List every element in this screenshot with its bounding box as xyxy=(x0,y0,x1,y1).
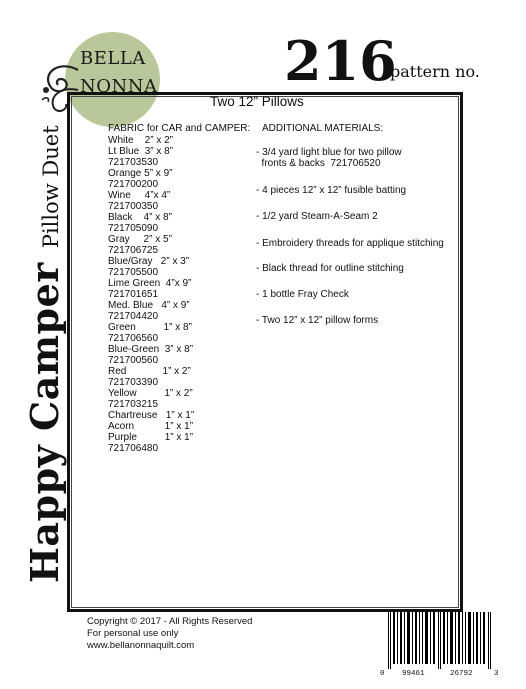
fabric-line: Blue-Green 3” x 8” xyxy=(108,344,194,355)
fabric-line: 721706560 xyxy=(108,333,159,344)
fabric-line: 721700200 xyxy=(108,179,159,190)
material-item: - Embroidery threads for applique stitching xyxy=(256,238,444,249)
personal-use-text: For personal use only xyxy=(87,628,179,639)
logo-text-line2: NONNA xyxy=(80,76,158,97)
fabric-line: Orange 5” x 9” xyxy=(108,168,173,179)
material-item: - Two 12” x 12” pillow forms xyxy=(256,315,379,326)
fabric-list xyxy=(108,135,194,454)
logo-text-line1: BELLA xyxy=(80,48,146,69)
fabric-line: 721705090 xyxy=(108,223,159,234)
barcode xyxy=(380,612,502,682)
fabric-line: Black 4” x 8” xyxy=(108,212,172,223)
fabric-line: Wine 4”x 4” xyxy=(108,190,171,201)
barcode-digits-group1: 99461 xyxy=(402,670,425,678)
footer xyxy=(87,616,252,652)
fabric-line: 721700350 xyxy=(108,201,159,212)
fabric-heading: FABRIC for CAR and CAMPER: xyxy=(108,123,251,134)
barcode-digit-right: 3 xyxy=(494,670,499,678)
materials-heading: ADDITIONAL MATERIALS: xyxy=(262,123,384,134)
material-item: - 3/4 yard light blue for two pillow xyxy=(256,147,402,158)
material-item: - 1 bottle Fray Check xyxy=(256,289,349,300)
fabric-line: 721703390 xyxy=(108,377,159,388)
material-item: - Black thread for outline stitching xyxy=(256,263,404,274)
copyright-text: Copyright © 2017 - All Rights Reserved xyxy=(87,616,253,627)
fabric-line: 721703530 xyxy=(108,157,159,168)
pattern-label: pattern no. xyxy=(390,62,480,81)
fabric-line: White 2” x 2” xyxy=(108,135,174,146)
barcode-digits-group2: 26792 xyxy=(450,670,473,678)
fabric-line: Acorn 1” x 1” xyxy=(108,421,194,432)
fabric-line: 721706725 xyxy=(108,245,159,256)
pattern-number: 216 xyxy=(284,29,397,93)
fabric-line: Red 1” x 2” xyxy=(108,366,191,377)
fabric-line: Blue/Gray 2” x 3” xyxy=(108,256,190,267)
fabric-line: 721700560 xyxy=(108,355,159,366)
fabric-line: 721703215 xyxy=(108,399,159,410)
fabric-line: Yellow 1” x 2” xyxy=(108,388,193,399)
material-item: - 1/2 yard Steam-A-Seam 2 xyxy=(256,211,378,222)
title-pillow-duet: Pillow Duet xyxy=(39,125,63,249)
material-item: - 4 pieces 12” x 12” fusible batting xyxy=(256,185,407,196)
barcode-digit-left: 0 xyxy=(380,670,385,678)
title-happy-camper: Happy Camper xyxy=(22,262,67,583)
fabric-line: Green 1” x 8” xyxy=(108,322,192,333)
fabric-line: 721705500 xyxy=(108,267,159,278)
fabric-line: Gray 2” x 5” xyxy=(108,234,172,245)
fabric-line: Chartreuse 1” x 1” xyxy=(108,410,195,421)
website-link[interactable]: www.bellanonnaquilt.com xyxy=(87,640,195,651)
material-item: fronts & backs 721706520 xyxy=(256,158,381,169)
vertical-title xyxy=(22,125,67,583)
fabric-line: 721706480 xyxy=(108,443,159,454)
pattern-subtitle: Two 12” Pillows xyxy=(210,94,304,109)
fabric-line: Lime Green 4”x 9” xyxy=(108,278,192,289)
fabric-line: Med. Blue 4” x 9” xyxy=(108,300,190,311)
fabric-line: 721701651 xyxy=(108,289,159,300)
fabric-line: 721704420 xyxy=(108,311,159,322)
fabric-line: Purple 1” x 1” xyxy=(108,432,194,443)
barcode-bars-icon xyxy=(380,612,502,669)
fabric-line: Lt Blue 3” x 8” xyxy=(108,146,174,157)
